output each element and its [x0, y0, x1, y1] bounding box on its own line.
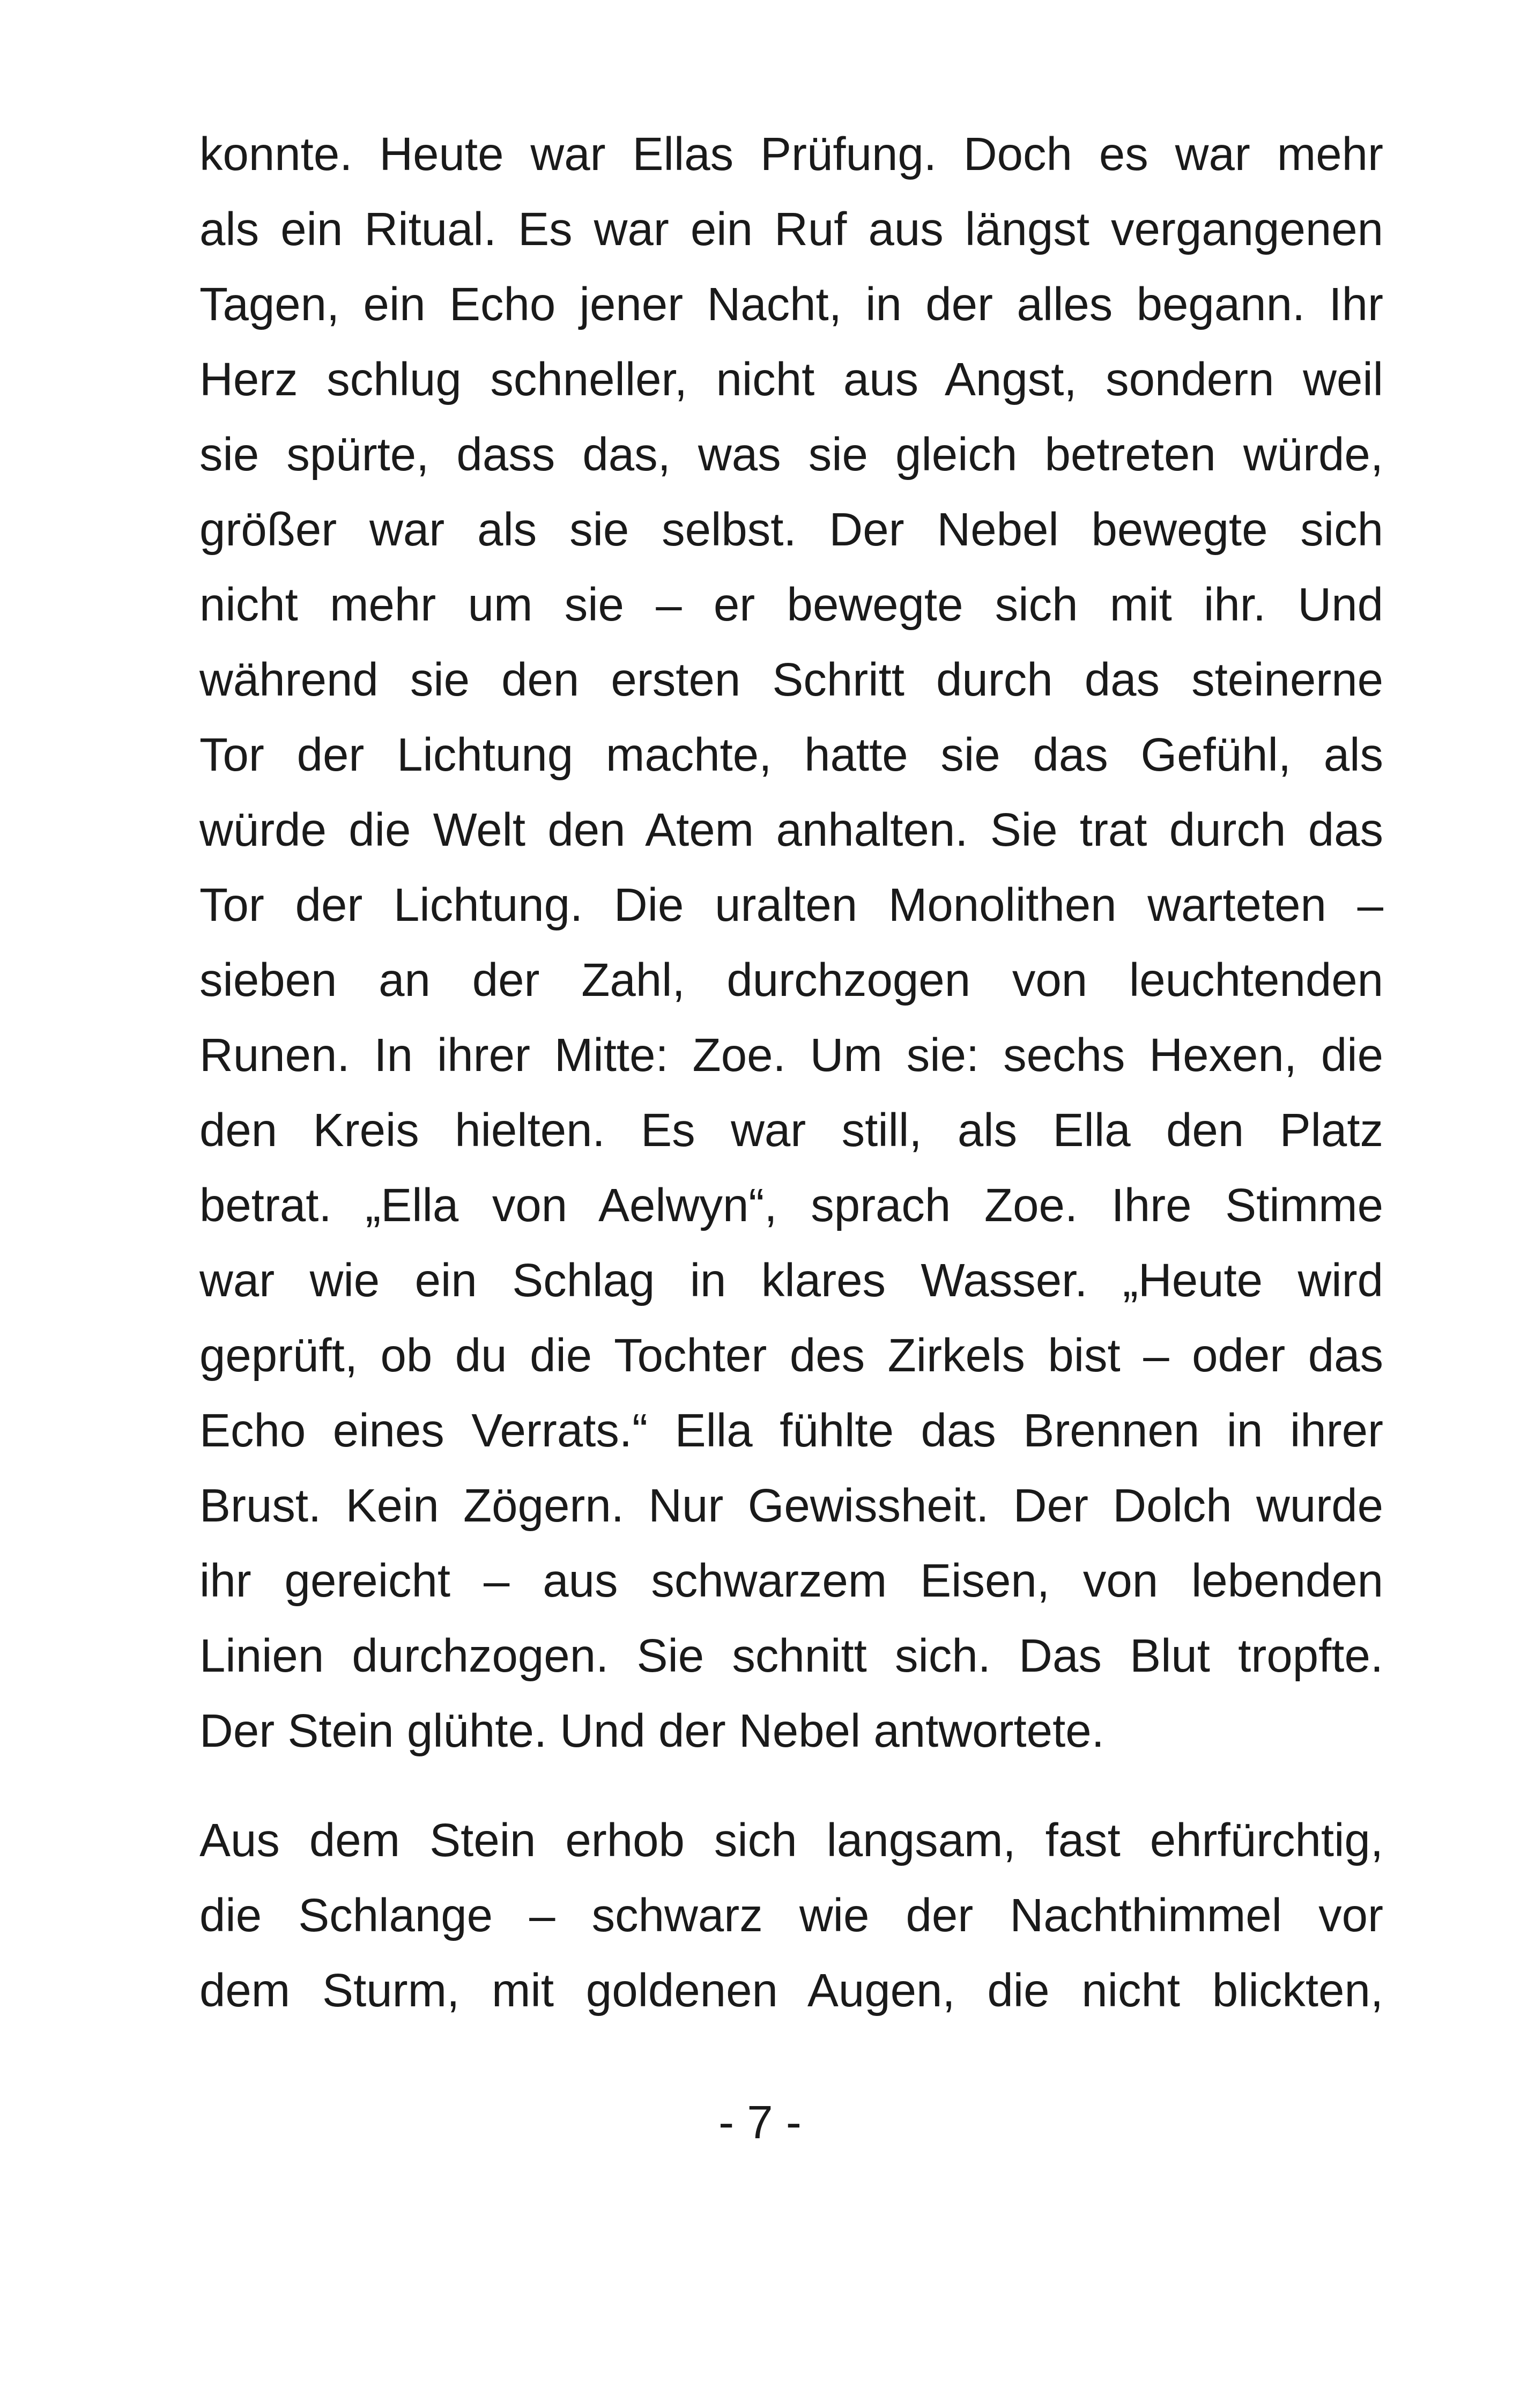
text-line: Runen. In ihrer Mitte: Zoe. Um sie: sechs Hexen, die [199, 1029, 1383, 1081]
text-line: Herz schlug schneller, nicht aus Angst, sondern weil [199, 353, 1383, 405]
text-line: sie spürte, dass das, was sie gleich betreten würde, [199, 429, 1383, 481]
text-line: Der Stein glühte. Und der Nebel antwortete. [199, 1705, 1104, 1757]
text-line: nicht mehr um sie – er bewegte sich mit ihr. Und [199, 579, 1383, 631]
text-line: war wie ein Schlag in klares Wasser. „Heute wird [199, 1254, 1383, 1306]
paragraph-spacer [199, 1769, 1383, 1803]
text-line: Linien durchzogen. Sie schnitt sich. Das Blut tropfte. [199, 1630, 1383, 1682]
text-line: die Schlange – schwarz wie der Nachthimmel vor [199, 1889, 1383, 1941]
text-line: dem Sturm, mit goldenen Augen, die nicht blickten, [199, 1964, 1383, 2016]
text-line: den Kreis hielten. Es war still, als Ella den Platz [199, 1104, 1383, 1156]
text-line: Echo eines Verrats.“ Ella fühlte das Brennen in ihrer [199, 1405, 1383, 1457]
text-line: Tor der Lichtung machte, hatte sie das Gefühl, als [199, 729, 1383, 781]
body-text [199, 117, 1383, 2028]
text-line: Tagen, ein Echo jener Nacht, in der alles begann. Ihr [199, 278, 1383, 330]
text-line: würde die Welt den Atem anhalten. Sie trat durch das [199, 804, 1383, 856]
text-line: als ein Ritual. Es war ein Ruf aus längst vergangenen [199, 203, 1383, 255]
paragraph-1 [199, 117, 1383, 1769]
text-line: sieben an der Zahl, durchzogen von leuchtenden [199, 954, 1383, 1006]
text-line: während sie den ersten Schritt durch das steinerne [199, 654, 1383, 706]
text-line: geprüft, ob du die Tochter des Zirkels bist – oder das [199, 1329, 1383, 1382]
text-line: Aus dem Stein erhob sich langsam, fast ehrfürchtig, [199, 1814, 1383, 1866]
text-line: ihr gereicht – aus schwarzem Eisen, von lebenden [199, 1555, 1383, 1607]
text-line: Tor der Lichtung. Die uralten Monolithen warteten – [199, 879, 1383, 931]
page-number: - 7 - [718, 2096, 802, 2148]
text-line: konnte. Heute war Ellas Prüfung. Doch es war mehr [199, 128, 1383, 180]
paragraph-2 [199, 1803, 1383, 2028]
text-line: Brust. Kein Zögern. Nur Gewissheit. Der Dolch wurde [199, 1480, 1383, 1532]
text-line: größer war als sie selbst. Der Nebel bewegte sich [199, 504, 1383, 556]
text-line: betrat. „Ella von Aelwyn“, sprach Zoe. Ihre Stimme [199, 1179, 1383, 1231]
